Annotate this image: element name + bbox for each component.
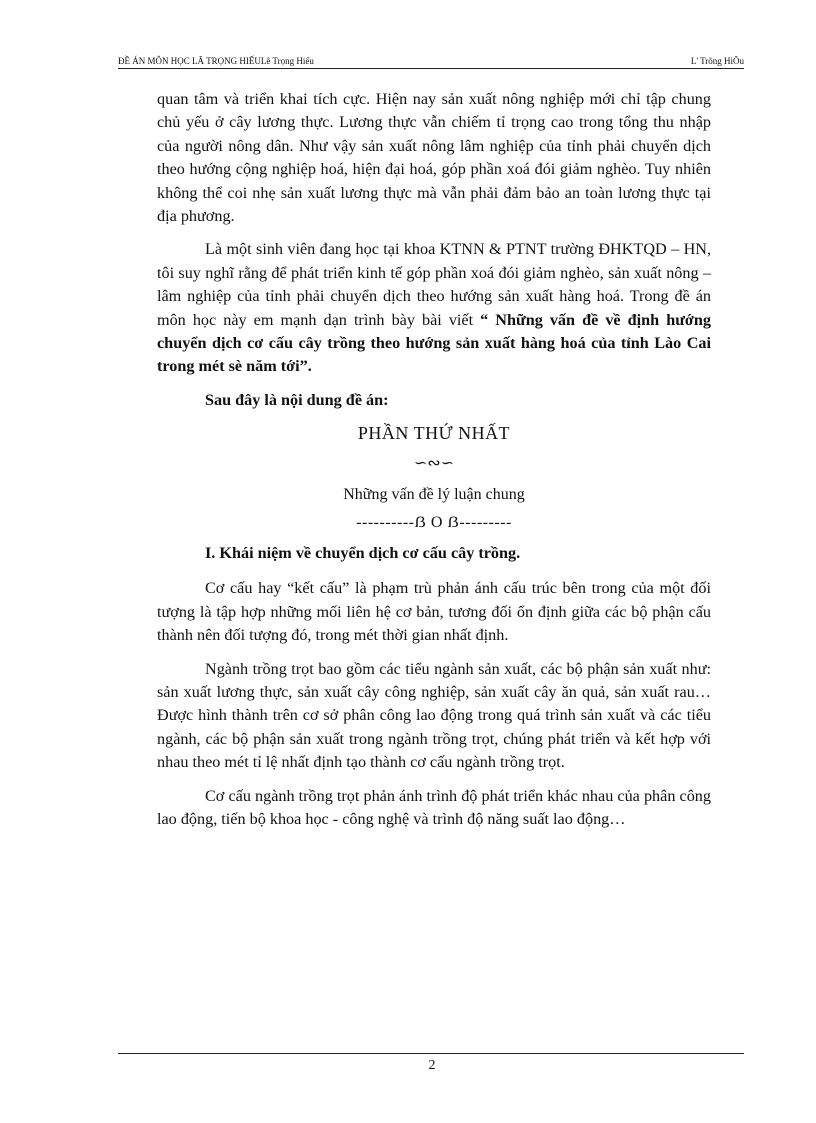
header-left-text: ĐỀ ÁN MÔN HỌC LÃ TRỌNG HIẾULê Trọng Hiếu [118,56,314,66]
paragraph-cultivation: Ngành trồng trọt bao gồm các tiểu ngành sản xuất, các bộ phận sản xuất như: sản xuất lương thực, sản xuất cây công nghiệp, sản xuất cây ăn quả, sản xuất rau… Được hình thành trên cơ sở phân công lao động trong quá trình sản xuất và các tiểu ngành, các bộ phận sản xuất trong ngành trồng trọt, chúng phát triển và kết hợp với nhau theo mét tỉ lệ nhất định tạo thành cơ cấu ngành trồng trọt. [157,659,711,772]
paragraph-definition: Cơ cấu hay “kết cấu” là phạm trù phản ánh cấu trúc bên trong của một đối tượng là tập hợp những mối liên hệ cơ bản, tương đối ổn định giữa các bộ phận cấu thành nên đối tượng đó, trong mét thời gian nhất định. [157,579,711,645]
section-heading: I. Khái niệm về chuyển dịch cơ cấu cây trồng. [205,543,521,562]
chapter-title: Những vấn đề lý luận chung [343,486,525,504]
paragraph-structure: Cơ cấu ngành trồng trọt phản ánh trình độ phát triển khác nhau của phân công lao động, tiến bộ khoa học - công nghệ và trình độ năng suất lao động… [157,786,711,828]
footer-rule [118,1053,744,1054]
flourish-ornament: ∽∾∽ [413,454,455,472]
paragraph-student-title: “ Những vấn đề về định hướng chuyển dịch cơ cấu cây trồng theo hướng sản xuất hàng hoá của tỉnh Lào Cai trong mét sè năm tới”. [157,310,711,376]
paragraph-student-text: Là một sinh viên đang học tại khoa KTNN & PTNT trường ĐHKTQD – HN, tôi suy nghĩ rằng để phát triển kinh tế góp phần xoá đói giảm nghèo, sản xuất nông – lâm nghiệp của tỉnh phải chuyển dịch theo hướng sản xuất hàng hoá. Trong đề án môn học này em mạnh dạn trình bày bài viết [157,240,711,329]
content-lead: Sau đây là nội dung đề án: [205,390,389,409]
header-right-text: L' Trõng HiÕu [690,56,744,66]
document-body [157,88,711,841]
page-header [118,48,744,69]
paragraph-student [157,238,711,378]
ornamental-divider: ----------ẞ O ẞ--------- [356,513,512,531]
paragraph-intro: quan tâm và triển khai tích cực. Hiện nay sản xuất nông nghiệp mới chỉ tập chung chủ yếu ở cây lương thực. Lương thực vẫn chiếm tỉ trọng cao trong tổng thu nhập của người nông dân. Như vậy sản xuất nông lâm nghiệp của tỉnh phải chuyển dịch theo hướng cộng nghiệp hoá, hiện đại hoá, góp phần xoá đói giảm nghèo. Tuy nhiên không thể coi nhẹ sản xuất lương thực mà vẫn phải đảm bảo an toàn lương thực tại địa phương. [157,90,711,226]
page-number: 2 [428,1058,436,1073]
part-title: PHẦN THỨ NHẤT [357,423,511,444]
